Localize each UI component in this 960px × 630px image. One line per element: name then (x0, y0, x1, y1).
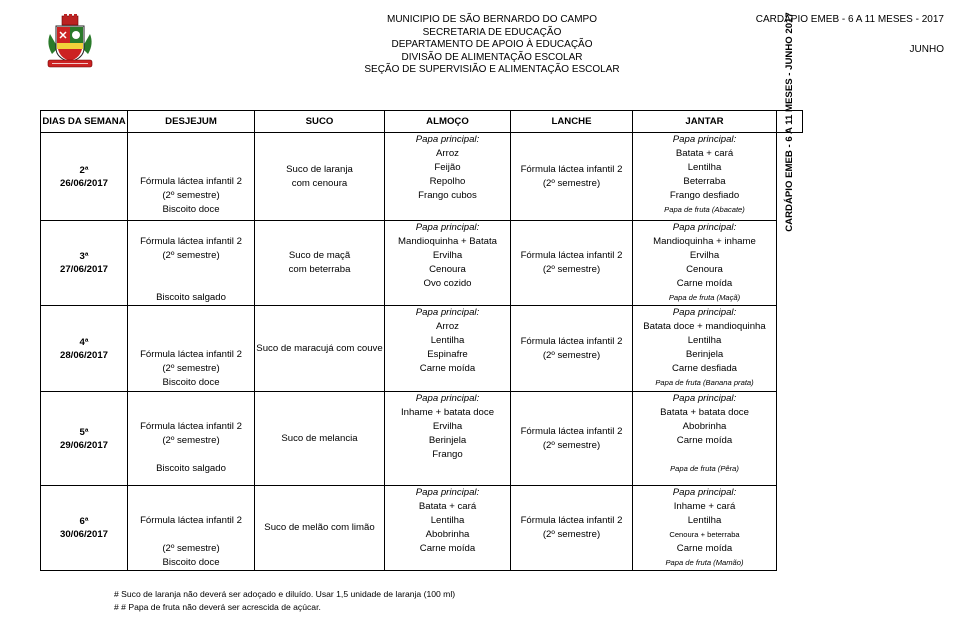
desjejum-cell-line (128, 161, 254, 175)
table-header-row (41, 111, 803, 133)
suco-cell-line: Suco de laranja (286, 163, 353, 175)
almoco-cell-line: Ervilha (432, 421, 463, 432)
header-division: DIVISÃO DE ALIMENTAÇÃO ESCOLAR (401, 51, 583, 63)
weekday-label: 5ª (79, 426, 89, 438)
lanche-cell-line: (2º semestre) (542, 264, 601, 275)
menu-month: JUNHO (909, 43, 944, 55)
lanche-cell-line: Fórmula láctea infantil 2 (520, 250, 623, 261)
table-row (41, 133, 803, 221)
almoco-cell-line: Carne moída (419, 543, 476, 554)
lanche-cell-line: Fórmula láctea infantil 2 (520, 335, 623, 347)
desjejum-cell (128, 486, 255, 571)
desjejum-cell-line (128, 486, 254, 500)
almoco-cell (385, 392, 511, 486)
day-cell (41, 486, 128, 571)
jantar-cell-line (633, 448, 776, 462)
header-department: DEPARTAMENTO DE APOIO À EDUCAÇÃO (391, 39, 593, 51)
almoco-cell-line: Papa principal: (415, 393, 480, 404)
institution-header (300, 14, 684, 77)
jantar-cell-line: Cenoura (686, 264, 723, 275)
desjejum-cell-line: Fórmula láctea infantil 2 (140, 236, 242, 247)
almoco-cell-line: Frango cubos (418, 190, 477, 201)
lanche-cell-line: Fórmula láctea infantil 2 (520, 515, 623, 526)
jantar-cell (633, 221, 777, 306)
jantar-cell (633, 306, 777, 392)
lanche-cell (511, 221, 633, 306)
desjejum-cell-line: Fórmula láctea infantil 2 (140, 349, 242, 360)
jantar-cell-line: Carne moída (676, 435, 733, 446)
day-cell (41, 392, 128, 486)
desjejum-cell-line (128, 147, 254, 161)
desjejum-cell (128, 221, 255, 306)
desjejum-cell-line: Biscoito salgado (156, 463, 226, 474)
jantar-cell-line: Papa de fruta (Maçã) (668, 293, 741, 302)
date-label: 26/06/2017 (59, 177, 108, 189)
footnote-2: # # Papa de fruta não deverá ser acrescida de açúcar. (114, 602, 321, 612)
jantar-cell-line: Batata doce + mandioquinha (643, 321, 766, 332)
col-header-desjejum: DESJEJUM (128, 111, 255, 133)
date-label: 28/06/2017 (59, 349, 108, 361)
almoco-cell (385, 306, 511, 392)
desjejum-cell-line (128, 528, 254, 542)
jantar-cell-line: Carne moída (676, 543, 733, 554)
jantar-cell (633, 486, 777, 571)
almoco-cell-line (385, 203, 510, 217)
almoco-cell-line: Lentilha (430, 335, 465, 346)
almoco-cell-line: Espinafre (427, 349, 468, 360)
almoco-cell-line: Batata + cará (418, 501, 477, 512)
jantar-cell-line: Papa principal: (672, 222, 737, 233)
date-label: 27/06/2017 (59, 264, 108, 275)
day-cell (41, 133, 128, 221)
jantar-cell-line: Lentilha (687, 162, 722, 173)
side-label: CARDÁPIO EMEB - 6 A 11 MESES - JUNHO 2017 (783, 11, 795, 232)
lanche-cell-line: Fórmula láctea infantil 2 (520, 425, 623, 437)
jantar-cell-line: Frango desfiado (669, 190, 740, 201)
almoco-cell-line: Repolho (429, 176, 466, 187)
footnotes (114, 588, 455, 614)
almoco-cell-line: Mandioquinha + Batata (398, 236, 497, 247)
menu-title: CARDÁPIO EMEB - 6 A 11 MESES - 2017 (755, 14, 944, 25)
jantar-cell-line: Papa de fruta (Banana prata) (655, 378, 754, 387)
almoco-cell-line: Papa principal: (415, 222, 480, 233)
col-header-almoco: ALMOÇO (385, 111, 511, 133)
suco-cell (255, 306, 385, 392)
desjejum-cell-line (128, 221, 254, 235)
col-header-suco: SUCO (255, 111, 385, 133)
header-section: SEÇÃO DE SUPERVISIÃO E ALIMENTAÇÃO ESCOLAR (364, 64, 620, 76)
almoco-cell-line: Feijão (434, 162, 461, 173)
jantar-cell-line: Papa de fruta (Pêra) (670, 464, 739, 473)
jantar-cell-line: Lentilha (687, 335, 722, 346)
weekday-label: 2ª (79, 164, 89, 176)
date-label: 29/06/2017 (59, 439, 108, 451)
suco-cell-line: Suco de melancia (281, 432, 358, 444)
jantar-cell-line: Batata + batata doce (660, 407, 749, 418)
desjejum-cell-line: Biscoito doce (162, 377, 220, 388)
day-cell (41, 221, 128, 306)
desjejum-cell-line (128, 263, 254, 277)
desjejum-cell-line: Fórmula láctea infantil 2 (140, 421, 242, 432)
jantar-cell (633, 392, 777, 486)
suco-cell-line: Suco de melão com limão (264, 522, 375, 533)
desjejum-cell-line: (2º semestre) (162, 435, 220, 446)
almoco-cell-line: Berinjela (428, 435, 467, 446)
jantar-cell-line: Papa principal: (672, 134, 737, 145)
suco-cell (255, 486, 385, 571)
day-cell (41, 306, 128, 392)
col-header-days: DIAS DA SEMANA (41, 111, 128, 133)
desjejum-cell-line (128, 133, 254, 147)
almoco-cell-line: Papa principal: (415, 307, 480, 318)
almoco-cell (385, 221, 511, 306)
jantar-cell (633, 133, 777, 221)
almoco-cell-line: Papa principal: (415, 134, 480, 145)
jantar-cell-line: Papa principal: (672, 487, 737, 498)
table-row (41, 486, 803, 571)
desjejum-cell-line (128, 320, 254, 334)
side-label-cell (777, 11, 803, 232)
desjejum-cell-line: (2º semestre) (162, 543, 220, 554)
col-header-jantar: JANTAR (633, 111, 777, 133)
desjejum-cell-line (128, 306, 254, 320)
almoco-cell-line (385, 376, 510, 390)
almoco-cell-line: Lentilha (430, 515, 465, 526)
suco-cell (255, 221, 385, 306)
header-municipality: MUNICIPIO DE SÃO BERNARDO DO CAMPO (386, 14, 598, 25)
desjejum-cell (128, 306, 255, 392)
jantar-cell-line: Mandioquinha + inhame (653, 236, 756, 247)
table-row (41, 306, 803, 392)
almoco-cell (385, 486, 511, 571)
jantar-cell-line: Carne desfiada (671, 363, 738, 374)
footnote-1: # Suco de laranja não deverá ser adoçado e diluído. Usar 1,5 unidade de laranja (100 ml) (114, 589, 456, 599)
suco-cell-line: com cenoura (291, 177, 348, 189)
lanche-cell-line: Fórmula láctea infantil 2 (520, 163, 623, 175)
almoco-cell (385, 133, 511, 221)
almoco-cell-line: Arroz (436, 148, 459, 159)
lanche-cell (511, 133, 633, 221)
desjejum-cell-line: (2º semestre) (162, 190, 220, 201)
desjejum-cell-line (128, 406, 254, 420)
almoco-cell-line: Abobrinha (425, 529, 470, 540)
suco-cell-line: com beterraba (288, 264, 351, 275)
lanche-cell (511, 306, 633, 392)
jantar-cell-line: Papa principal: (672, 393, 737, 404)
desjejum-cell (128, 133, 255, 221)
suco-cell (255, 133, 385, 221)
almoco-cell-line: Papa principal: (415, 487, 480, 498)
lanche-cell (511, 486, 633, 571)
table-row (41, 392, 803, 486)
lanche-cell-line: (2º semestre) (542, 349, 601, 361)
almoco-cell-line: Ervilha (432, 250, 463, 261)
suco-cell-line: Suco de maracujá com couve (256, 342, 383, 354)
almoco-cell-line: Ovo cozido (423, 278, 472, 289)
jantar-cell-line: Papa de fruta (Mamão) (665, 558, 744, 567)
almoco-cell-line (385, 291, 510, 305)
jantar-cell-line: Batata + cará (675, 148, 734, 159)
desjejum-cell-line: (2º semestre) (162, 363, 220, 374)
coat-of-arms-logo (44, 14, 96, 70)
desjejum-cell-line (128, 392, 254, 406)
jantar-cell-line: Lentilha (687, 515, 722, 526)
jantar-cell-line: Abobrinha (682, 421, 727, 432)
desjejum-cell-line (128, 277, 254, 291)
jantar-cell-line: Ervilha (689, 250, 720, 261)
desjejum-cell-line (128, 500, 254, 514)
suco-cell (255, 392, 385, 486)
almoco-cell-line: Carne moída (419, 363, 476, 374)
jantar-cell-line: Beterraba (683, 176, 726, 187)
lanche-cell-line: (2º semestre) (542, 439, 601, 451)
desjejum-cell-line: Biscoito doce (162, 557, 220, 568)
desjejum-cell-line: Biscoito salgado (156, 292, 226, 303)
date-label: 30/06/2017 (59, 529, 108, 540)
almoco-cell-line: Frango (432, 449, 463, 460)
jantar-cell-line: Papa principal: (672, 307, 737, 318)
almoco-cell-line: Arroz (436, 321, 459, 332)
jantar-cell-line: Carne moída (676, 278, 733, 289)
weekday-label: 6ª (79, 516, 89, 527)
desjejum-cell (128, 392, 255, 486)
lanche-cell-line: (2º semestre) (542, 177, 601, 189)
weekday-label: 4ª (79, 336, 89, 348)
jantar-cell-line: Inhame + cará (673, 501, 736, 512)
lanche-cell-line: (2º semestre) (542, 529, 601, 540)
almoco-cell-line (385, 462, 510, 476)
desjejum-cell-line: Fórmula láctea infantil 2 (140, 515, 242, 526)
desjejum-cell-line: Fórmula láctea infantil 2 (140, 176, 242, 187)
almoco-cell-line (385, 556, 510, 570)
desjejum-cell-line (128, 448, 254, 462)
table-row (41, 221, 803, 306)
jantar-cell-line: Cenoura + beterraba (669, 530, 740, 539)
almoco-cell-line: Inhame + batata doce (400, 407, 495, 418)
suco-cell-line: Suco de maçã (288, 250, 351, 261)
desjejum-cell-line: Biscoito doce (162, 204, 220, 215)
lanche-cell (511, 392, 633, 486)
col-header-lanche: LANCHE (511, 111, 633, 133)
almoco-cell-line: Cenoura (429, 264, 466, 275)
weekday-label: 3ª (79, 251, 89, 262)
desjejum-cell-line (128, 334, 254, 348)
desjejum-cell-line: (2º semestre) (162, 250, 220, 261)
jantar-cell-line: Berinjela (685, 349, 724, 360)
header-secretariat: SECRETARIA DE EDUCAÇÃO (422, 26, 562, 38)
jantar-cell-line: Papa de fruta (Abacate) (664, 205, 745, 214)
